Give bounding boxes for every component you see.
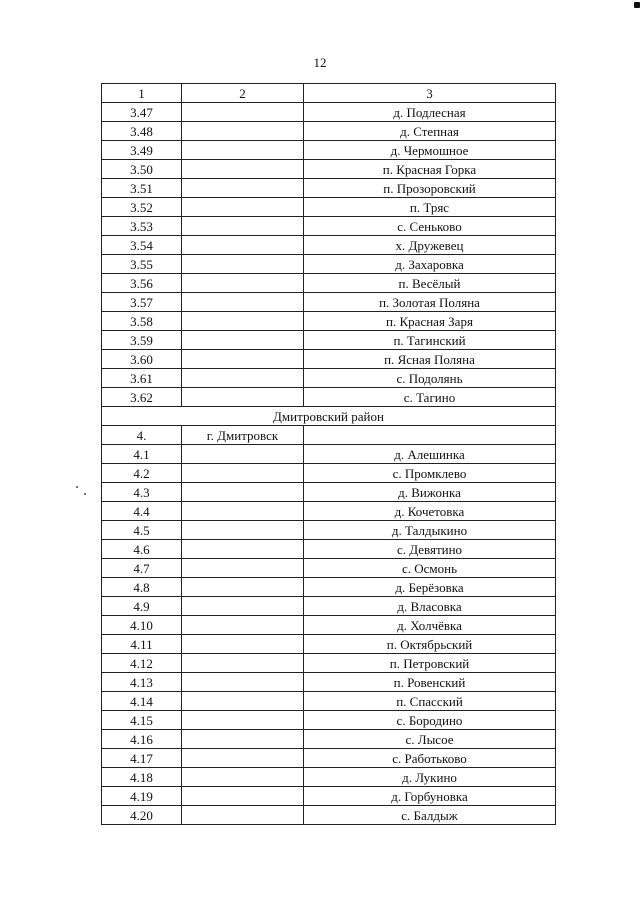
row-city: [182, 730, 304, 749]
table-row: [102, 160, 556, 179]
row-city: [182, 274, 304, 293]
table-row: [102, 578, 556, 597]
row-settlement: п. Октябрьский: [304, 635, 556, 654]
row-settlement: п. Красная Заря: [304, 312, 556, 331]
table-row: [102, 464, 556, 483]
table-row: [102, 730, 556, 749]
row-city: [182, 635, 304, 654]
row-number: 4.8: [102, 578, 182, 597]
row-settlement: п. Спасский: [304, 692, 556, 711]
scan-speck: [84, 493, 86, 495]
table-row: [102, 635, 556, 654]
header-cell-settlement: 3: [304, 84, 556, 103]
row-number: 4.20: [102, 806, 182, 825]
row-city: [182, 711, 304, 730]
row-settlement: с. Девятино: [304, 540, 556, 559]
row-city: [182, 654, 304, 673]
row-city: [182, 597, 304, 616]
row-number: 4.2: [102, 464, 182, 483]
table-row: [102, 179, 556, 198]
row-settlement: п. Красная Горка: [304, 160, 556, 179]
table-row: [102, 312, 556, 331]
row-number: 4.16: [102, 730, 182, 749]
scan-speck: [76, 486, 78, 488]
table-row: [102, 749, 556, 768]
row-settlement: с. Промклево: [304, 464, 556, 483]
table-row: [102, 540, 556, 559]
row-city: [182, 806, 304, 825]
table-row: [102, 217, 556, 236]
row-settlement: д. Горбуновка: [304, 787, 556, 806]
row-city: [182, 179, 304, 198]
row-number: 4.11: [102, 635, 182, 654]
row-city: [182, 616, 304, 635]
row-number: 3.59: [102, 331, 182, 350]
row-city: [182, 578, 304, 597]
row-city: [182, 312, 304, 331]
row-city: [182, 141, 304, 160]
row-settlement: п. Ровенский: [304, 673, 556, 692]
row-city: [182, 255, 304, 274]
row-city: [182, 331, 304, 350]
table-row: [102, 483, 556, 502]
row-settlement: д. Подлесная: [304, 103, 556, 122]
table-row: [102, 559, 556, 578]
row-city: [182, 540, 304, 559]
table-row: [102, 255, 556, 274]
row-number: 3.56: [102, 274, 182, 293]
table-row: [102, 350, 556, 369]
row-number: 3.48: [102, 122, 182, 141]
row-settlement: п. Петровский: [304, 654, 556, 673]
row-settlement: д. Вижонка: [304, 483, 556, 502]
row-number: 4.1: [102, 445, 182, 464]
row-settlement: д. Чермошное: [304, 141, 556, 160]
row-city: [182, 768, 304, 787]
row-city: [182, 160, 304, 179]
table-row: [102, 274, 556, 293]
row-city: [182, 369, 304, 388]
row-number: 4.17: [102, 749, 182, 768]
row-settlement: п. Весёлый: [304, 274, 556, 293]
row-settlement: с. Подолянь: [304, 369, 556, 388]
table-row: [102, 673, 556, 692]
table-row: [102, 122, 556, 141]
table-row: [102, 141, 556, 160]
row-number: 3.49: [102, 141, 182, 160]
row-settlement: д. Холчёвка: [304, 616, 556, 635]
settlements-table: [101, 83, 556, 825]
row-number: 3.61: [102, 369, 182, 388]
row-city: [182, 350, 304, 369]
table-row: [102, 103, 556, 122]
table-row: [102, 369, 556, 388]
row-settlement: д. Берёзовка: [304, 578, 556, 597]
table-row: [102, 654, 556, 673]
table-row: [102, 502, 556, 521]
row-settlement: п. Тагинский: [304, 331, 556, 350]
row-number: 4.7: [102, 559, 182, 578]
header-row: [102, 84, 556, 103]
row-number: 4.6: [102, 540, 182, 559]
row-number: 4.18: [102, 768, 182, 787]
row-number: 4.12: [102, 654, 182, 673]
row-settlement: с. Работьково: [304, 749, 556, 768]
row-settlement: с. Тагино: [304, 388, 556, 407]
row-settlement: п. Тряс: [304, 198, 556, 217]
row-number: 3.51: [102, 179, 182, 198]
row-settlement: с. Сеньково: [304, 217, 556, 236]
row-city: [182, 483, 304, 502]
row-number: 4.14: [102, 692, 182, 711]
row-city: [182, 445, 304, 464]
row-number: 4.19: [102, 787, 182, 806]
row-city: [182, 388, 304, 407]
row-settlement: д. Алешинка: [304, 445, 556, 464]
row-city: [182, 521, 304, 540]
row-settlement: с. Балдыж: [304, 806, 556, 825]
row-number: 4.4: [102, 502, 182, 521]
row-settlement: д. Власовка: [304, 597, 556, 616]
table-row: [102, 331, 556, 350]
row-city: [182, 122, 304, 141]
row-number: 3.60: [102, 350, 182, 369]
row-city: [182, 293, 304, 312]
row-number: 4.15: [102, 711, 182, 730]
table-row: [102, 806, 556, 825]
table-row: [102, 198, 556, 217]
row-number: 3.47: [102, 103, 182, 122]
row-number: 3.52: [102, 198, 182, 217]
row-number: 3.57: [102, 293, 182, 312]
row-number: 3.58: [102, 312, 182, 331]
row-city: [182, 217, 304, 236]
table-row: [102, 388, 556, 407]
row-number: 4.5: [102, 521, 182, 540]
row-settlement: х. Дружевец: [304, 236, 556, 255]
header-cell-city: 2: [182, 84, 304, 103]
table-row: [102, 787, 556, 806]
row-number: 4.13: [102, 673, 182, 692]
row-city: г. Дмитровск: [182, 426, 304, 445]
row-city: [182, 103, 304, 122]
row-city: [182, 464, 304, 483]
row-number: 3.53: [102, 217, 182, 236]
table-row: [102, 445, 556, 464]
table-row: [102, 597, 556, 616]
row-number: 3.50: [102, 160, 182, 179]
row-settlement: с. Лысое: [304, 730, 556, 749]
row-city: [182, 673, 304, 692]
scan-speck: [634, 2, 640, 8]
table-row: [102, 616, 556, 635]
district-title: Дмитровский район: [102, 407, 556, 426]
row-number: 3.55: [102, 255, 182, 274]
row-number: 3.62: [102, 388, 182, 407]
row-settlement: п. Золотая Поляна: [304, 293, 556, 312]
table-row: [102, 711, 556, 730]
row-settlement: с. Осмонь: [304, 559, 556, 578]
table-row: [102, 293, 556, 312]
row-city: [182, 236, 304, 255]
row-number: 4.: [102, 426, 182, 445]
row-settlement: п. Прозоровский: [304, 179, 556, 198]
page-number: 12: [313, 55, 327, 70]
table-row: [102, 692, 556, 711]
row-city: [182, 502, 304, 521]
row-settlement: д. Лукино: [304, 768, 556, 787]
row-number: 4.3: [102, 483, 182, 502]
row-number: 4.10: [102, 616, 182, 635]
row-city: [182, 198, 304, 217]
table-row: [102, 521, 556, 540]
row-settlement: д. Степная: [304, 122, 556, 141]
table-row: [102, 426, 556, 445]
row-city: [182, 749, 304, 768]
row-settlement: п. Ясная Поляна: [304, 350, 556, 369]
row-settlement: д. Захаровка: [304, 255, 556, 274]
row-number: 3.54: [102, 236, 182, 255]
row-city: [182, 559, 304, 578]
district-row: [102, 407, 556, 426]
row-settlement: [304, 426, 556, 445]
row-settlement: с. Бородино: [304, 711, 556, 730]
header-cell-number: 1: [102, 84, 182, 103]
table-row: [102, 236, 556, 255]
row-settlement: д. Талдыкино: [304, 521, 556, 540]
row-settlement: д. Кочетовка: [304, 502, 556, 521]
row-number: 4.9: [102, 597, 182, 616]
row-city: [182, 692, 304, 711]
table-row: [102, 768, 556, 787]
row-city: [182, 787, 304, 806]
table-body: [102, 84, 556, 825]
